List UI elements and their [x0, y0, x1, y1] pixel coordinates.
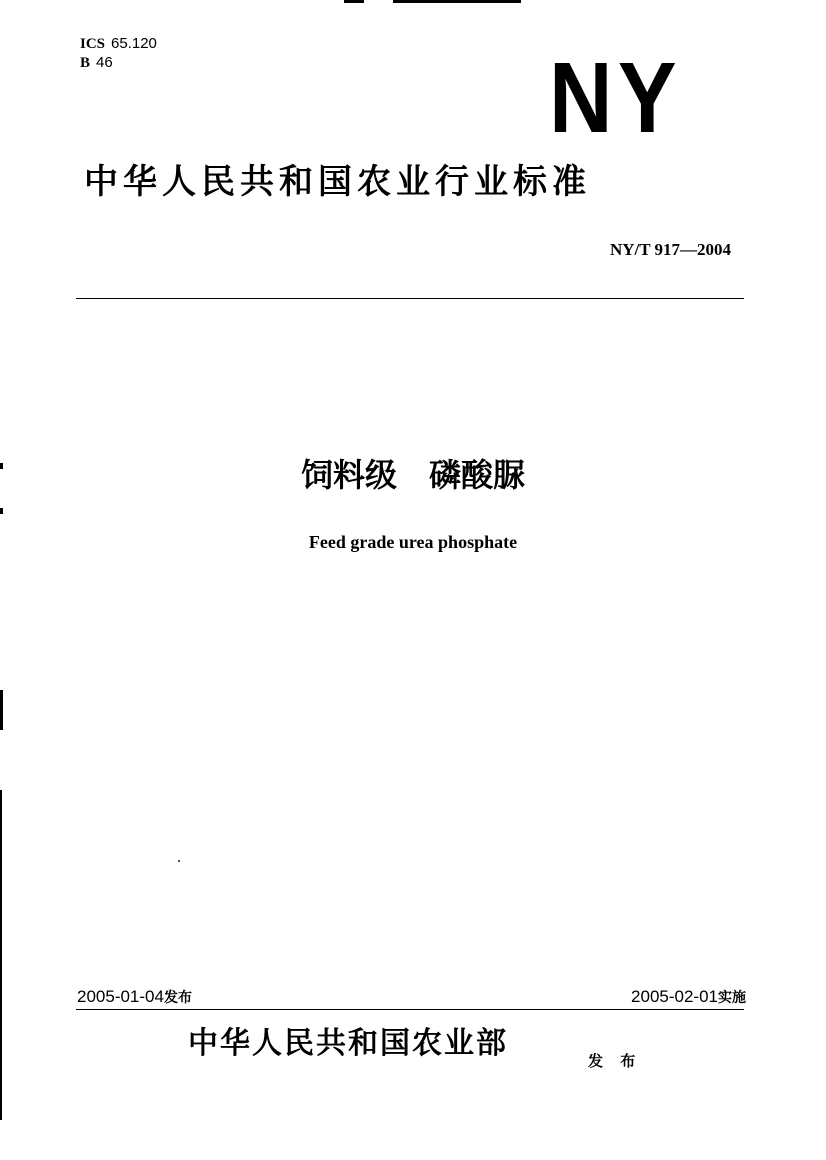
scan-mark [0, 508, 3, 514]
scan-speck [178, 860, 180, 862]
scan-mark [393, 0, 521, 3]
implement-date: 2005-02-01 [631, 987, 718, 1006]
implement-label: 实施 [718, 990, 746, 1006]
scan-mark [0, 790, 2, 1120]
bottom-divider [76, 1009, 744, 1010]
document-title-chinese: 饲料级 磷酸脲 [300, 456, 525, 494]
publish-label: 发 布 [588, 1052, 642, 1070]
publisher-name: 中华人民共和国农业部 [188, 1026, 508, 1061]
standard-category-title: 中华人民共和国农业行业标准 [84, 162, 591, 202]
ics-number: 65.120 [111, 35, 157, 52]
ccs-classification [80, 54, 113, 72]
ics-classification [80, 35, 157, 53]
ny-logo: NY [549, 42, 682, 154]
issue-date: 2005-01-04 [77, 987, 164, 1006]
issue-label: 发布 [163, 990, 192, 1006]
ccs-label: B [80, 55, 91, 71]
scan-mark [344, 0, 364, 3]
top-divider [76, 298, 744, 299]
ics-label: ICS [80, 36, 106, 52]
ccs-number: 46 [96, 54, 113, 71]
implement-date-line [631, 986, 746, 1009]
issue-date-line [77, 986, 192, 1009]
document-title-english: Feed grade urea phosphate [308, 532, 518, 552]
standard-number: NY/T 917—2004 [609, 240, 731, 259]
scan-mark [0, 690, 3, 730]
